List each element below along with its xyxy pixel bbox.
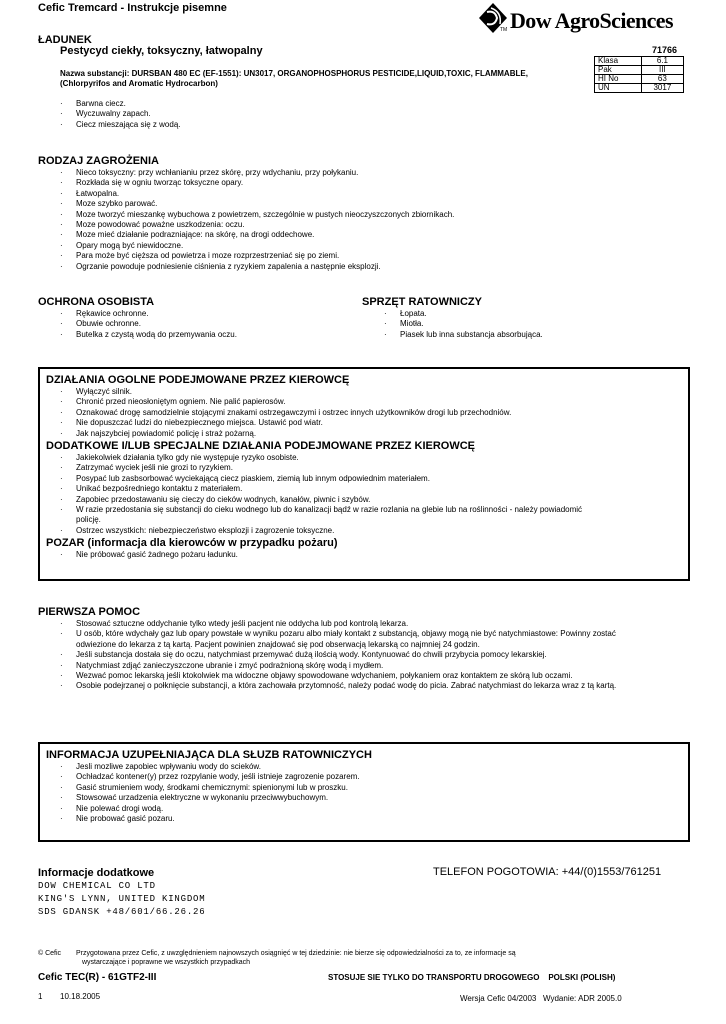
list-item: · Opary mogą być niewidoczne.: [40, 241, 600, 251]
document-title: Cefic Tremcard - Instrukcje pisemne: [38, 2, 227, 14]
address-line: SDS GDANSK +48/601/66.26.26: [38, 907, 206, 917]
table-cell-value: 63: [641, 75, 683, 84]
list-item: · Miotła.: [364, 319, 664, 329]
list-item: · Rękawice ochronne.: [40, 309, 340, 319]
address-line: KING'S LYNN, UNITED KINGDOM: [38, 894, 206, 904]
equipment-list: [364, 309, 664, 340]
additional-info-heading: Informacje dodatkowe: [38, 867, 155, 879]
substance-name: Nazwa substancji: DURSBAN 480 EC (EF-1551): UN3017, ORGANOPHOSPHORUS PESTICIDE,LIQUID,TOXIC, FLAMMABLE,(Chlorpyrifos and Aromatic Hydrocarbon): [60, 69, 528, 88]
address-line: DOW CHEMICAL CO LTD: [38, 881, 156, 891]
cargo-properties-list: [40, 99, 440, 130]
list-item: · Rozkłada się w ogniu tworząc toksyczne opary.: [40, 178, 600, 188]
list-item: · Moze tworzyć mieszankę wybuchowa z powietrzem, szczególnie w pustych nieoczyszczonych zbiornikach.: [40, 210, 600, 220]
table-cell-value: 6.1: [641, 57, 683, 66]
version-info: Wersja Cefic 04/2003 Wydanie: ADR 2005.0: [460, 994, 622, 1003]
general-actions-heading: DZIAŁANIA OGOLNE PODEJMOWANE PRZEZ KIEROWCĘ: [46, 374, 350, 386]
list-item: · Moze mieć działanie podrazniające: na skórę, na drogi oddechowe.: [40, 230, 600, 240]
list-item: · Ochładzać kontener(y) przez rozpylanie wody, jeśli istnieje zagrozenie pozarem.: [40, 772, 688, 782]
trademark-mark: TM: [500, 27, 508, 33]
list-item: · Barwna ciecz.: [40, 99, 440, 109]
list-item: · Gasić strumieniem wody, środkami chemicznymi: spienionymi lub w proszku.: [40, 783, 688, 793]
fire-heading: POZAR (informacja dla kierowców w przypadku pożaru): [46, 537, 338, 550]
list-item: · Posypać lub zasbsorbować wyciekającą ciecz piaskiem, ziemią lub innym odpowiednim materiałem.: [40, 474, 600, 484]
list-item: · Jakiekolwiek działania tylko gdy nie występuje ryzyko osobiste.: [40, 453, 600, 463]
list-item: · Wezwać pomoc lekarską jeśli ktokolwiek ma widoczne objawy spowodowane wdychaniem, połykaniem oraz kontaktem ze skórą lub oczami.: [40, 671, 620, 681]
list-item: · Ogrzanie powoduje podniesienie ciśnienia z ryzykiem zapalenia a następnie eksplozji.: [40, 262, 600, 272]
company-address: [38, 880, 205, 919]
special-actions-heading: DODATKOWE I/LUB SPECJALNE DZIAŁANIA PODEJMOWANE PRZEZ KIEROWCĘ: [46, 440, 476, 453]
issue-date: 10.18.2005: [60, 992, 101, 1001]
list-item: · Moze powodować poważne uszkodzenia: oczu.: [40, 220, 600, 230]
logo-text: Dow AgroSciences: [510, 8, 673, 33]
list-item: · Ciecz mieszająca się z wodą.: [40, 120, 440, 130]
special-actions-list: [40, 453, 600, 536]
rescue-info-heading: INFORMACJA UZUPEŁNIAJĄCA DLA SŁUZB RATOWNICZYCH: [46, 749, 372, 761]
company-logo: [478, 2, 688, 36]
list-item: · Para może być cięższa od powietrza i moze rozprzestrzeniać się po ziemi.: [40, 251, 600, 261]
list-item: · Stowsować urzadzenia elektryczne w wykonaniu przeciwwybuchowym.: [40, 793, 688, 803]
list-item: · Jak najszybciej powiadomić policję i straż pożarną.: [40, 429, 688, 439]
list-item: · Zapobiec przedostawaniu się cieczy do cieków wodnych, kanałów, piwnic i szybów.: [40, 495, 600, 505]
hazards-list: [40, 168, 600, 272]
list-item: · Natychmiast zdjąć zanieczyszczone ubranie i zmyć podrażnioną skórę wodą i mydłem.: [40, 661, 620, 671]
list-item: · Stosować sztuczne oddychanie tylko wtedy jeśli pacjent nie oddycha lub pod kontrolą lekarza.: [40, 619, 620, 629]
list-item: · Nie dopuszczać ludzi do niebezpiecznego miejsca. Ustawić pod wiatr.: [40, 418, 688, 428]
table-cell-value: III: [641, 66, 683, 75]
list-item: · Piasek lub inna substancja absorbująca.: [364, 330, 664, 340]
general-actions-list: [40, 387, 688, 439]
table-cell-label: HI No: [595, 75, 642, 84]
list-item: · Moze szybko parować.: [40, 199, 600, 209]
first-aid-heading: PIERWSZA POMOC: [38, 606, 141, 618]
list-item: · Unikać bezpośredniego kontaktu z materiałem.: [40, 484, 600, 494]
rescue-info-box: [38, 742, 690, 842]
list-item: · Nieco toksyczny: przy wchłanianiu przez skórę, przy wdychaniu, przy połykaniu.: [40, 168, 600, 178]
page-number: 1: [38, 992, 43, 1001]
cargo-heading: ŁADUNEK: [38, 34, 92, 46]
disclaimer: [76, 949, 636, 967]
disclaimer-line: Przygotowana przez Cefic, z uwzględnieniem najnowszych osiągnięć w tej dziedzinie: nie bierze się odpowiedzialności za to, ze informacje są: [76, 950, 516, 957]
driver-actions-box: [38, 367, 690, 581]
protection-heading: OCHRONA OSOBISTA: [38, 296, 155, 308]
table-row: [595, 84, 684, 93]
list-item: · Osobie podejrzanej o połknięcie substancji, a która zachowała przytomność, należy podać wodę do picia. Zabrać natychmiast do lekarza wraz z tą kartą.: [40, 681, 620, 691]
equipment-heading: SPRZĘT RATOWNICZY: [362, 296, 482, 308]
copyright: © Cefic: [38, 950, 62, 957]
first-aid-list: [40, 619, 620, 692]
list-item: · Wyczuwalny zapach.: [40, 109, 440, 119]
list-item: · W razie przedostania się substancji do cieku wodnego lub do kanalizacji bądź w razie rozlania na glebie lub na roślinności - należy powiadomić policję.: [40, 505, 600, 526]
list-item: · Ostrzec wszystkich: niebezpieczeństwo eksplozji i zagrozenie toksyczne.: [40, 526, 600, 536]
list-item: · U osób, które wdychały gaz lub opary powstałe w wyniku pozaru albo miały kontakt z substancją, objawy mogą nie być natychmiastowe: Powinny zostać odwiezione do lekarza z tą kartą. Pacjent powinien znajdować się pod obserwacją lekarską co najmniej 24 godzin.: [40, 629, 620, 650]
table-cell-label: Klasa: [595, 57, 642, 66]
list-item: · Oznakować drogę samodzielnie stojącymi znakami ostrzegawczymi i ostrzec innych użytkowników drogi lub przechodniów.: [40, 408, 688, 418]
list-item: · Nie próbować gasić żadnego pożaru ładunku.: [40, 550, 688, 560]
table-cell-label: UN: [595, 84, 642, 93]
protection-list: [40, 309, 340, 340]
list-item: · Nie polewać drogi wodą.: [40, 804, 688, 814]
list-item: · Jesli mozliwe zapobiec wpływaniu wody do scieków.: [40, 762, 688, 772]
list-item: · Łatwopalna.: [40, 189, 600, 199]
list-item: · Chronić przed nieosłoniętym ogniem. Nie palić papierosów.: [40, 397, 688, 407]
list-item: · Butelka z czystą wodą do przemywania oczu.: [40, 330, 340, 340]
list-item: · Zatrzymać wyciek jeśli nie grozi to ryzykiem.: [40, 463, 600, 473]
classification-table: [594, 56, 684, 93]
list-item: · Łopata.: [364, 309, 664, 319]
table-cell-label: Pak: [595, 66, 642, 75]
list-item: · Wyłączyć silnik.: [40, 387, 688, 397]
hazards-heading: RODZAJ ZAGROŻENIA: [38, 155, 159, 167]
emergency-phone: TELEFON POGOTOWIA: +44/(0)1553/761251: [433, 866, 662, 878]
cargo-subheading: Pestycyd ciekły, toksyczny, łatwopalny: [60, 45, 263, 57]
rescue-info-list: [40, 762, 688, 824]
disclaimer-line: wystarczające i poprawne we wszystkich przypadkach: [82, 959, 251, 966]
list-item: · Obuwie ochronne.: [40, 319, 340, 329]
transport-restriction: STOSUJE SIE TYLKO DO TRANSPORTU DROGOWEGO POLSKI (POLISH): [328, 973, 616, 982]
fire-list: [40, 550, 688, 560]
table-cell-value: 3017: [641, 84, 683, 93]
list-item: · Jeśli substancja dostała się do oczu, natychmiast przemywać dużą ilością wody. Kontynuować do chwili przybycia pomocy lekarskiej.: [40, 650, 620, 660]
tec-code: Cefic TEC(R) - 61GTF2-III: [38, 972, 157, 983]
list-item: · Nie probować gasić pozaru.: [40, 814, 688, 824]
product-code: 71766: [652, 45, 678, 55]
